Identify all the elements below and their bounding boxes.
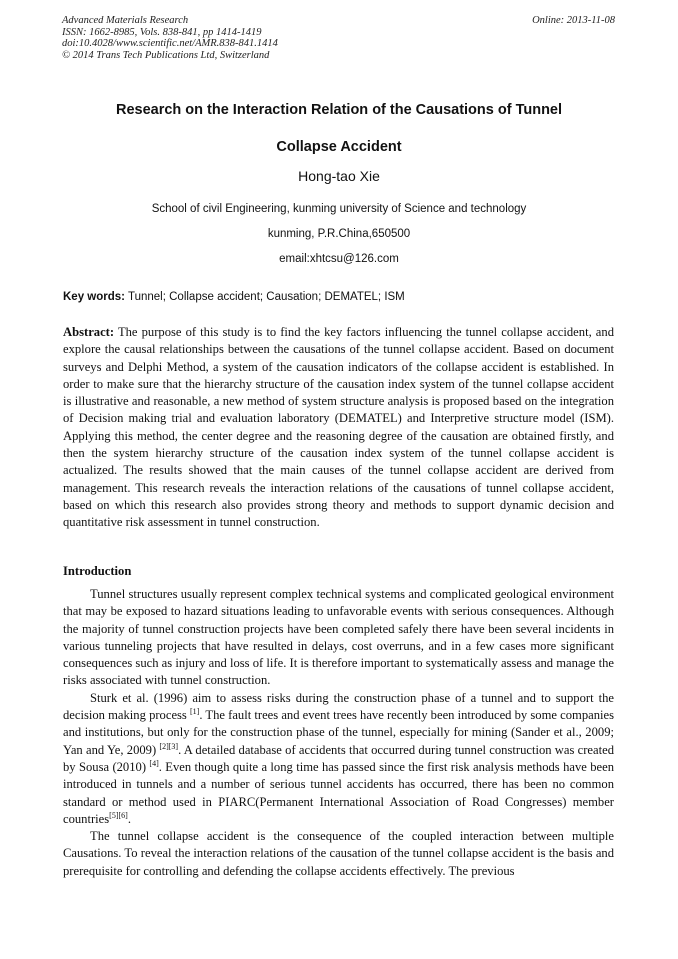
title-line-2: Collapse Accident [276,139,402,155]
citation-2: [2] [159,741,169,751]
affiliation-line-1: School of civil Engineering, kunming university of Science and technology [151,203,527,215]
abstract-label: Abstract: [63,325,115,339]
p2-text-3: . A detailed database of accidents that occurred during tunnel construction was created by Sousa (2010) [63,742,614,774]
affiliation-line-2: kunming, P.R.China,650500 [267,228,411,240]
keywords-label: Key words: [63,291,125,303]
introduction-heading: Introduction [63,564,132,578]
journal-header [62,15,278,61]
keywords [63,291,405,303]
intro-paragraph-2 [63,690,614,828]
abstract [63,324,614,532]
keywords-text: Tunnel; Collapse accident; Causation; DEMATEL; ISM [128,291,405,303]
citation-4: [4] [149,758,159,768]
abstract-text: The purpose of this study is to find the key factors influencing the tunnel collapse accident, and explore the causal relationships between the causations of the tunnel collapse accident. Based on document surveys and Delphi Method, a system of the causation indicators of the collapse accident is established. In order to make sure that the hierarchy structure of the causation index system of the tunnel collapse accident is illustrative and reasonable, a new method of system structure analysis is proposed based on the integration of Decision making trial and evaluation laboratory (DEMATEL) and Interpretive structure model (ISM). Applying this method, the center degree and the reasoning degree of the causation are obtained firstly, and then the system hierarchy structure of the causation index system of the tunnel collapse accident is actualized. The results showed that the main causes of the tunnel collapse accident are derived from management. This research reveals the interaction relations of the causations of tunnel collapse accident, based on which this research also provides strong theory and methods to support dynamic decision and quantitative risk assessment in tunnel construction. [63,325,614,530]
p2-text-5: . [127,811,131,826]
journal-name: Advanced Materials Research [62,15,189,26]
p2-text-1: Sturk et al. (1996) aim to assess risks during the construction phase of a tunnel and to support the decision making process [63,690,614,723]
intro-paragraph-1: Tunnel structures usually represent complex technical systems and complicated geological environment that may be exposed to hazard situations leading to unfavorable events with serious consequences. Although the majority of tunnel construction projects have been completed safely there have been several incidents in various tunneling projects that have resulted in delays, cost overruns, and in a few cases more significant consequences such as injury and loss of life. It is therefore important to systematically assess and manage the risks associated with tunnel construction. [63,587,614,688]
journal-issn: ISSN: 1662-8985, Vols. 838-841, pp 1414-1419 [62,26,262,38]
citation-5-6: [5][6] [109,810,128,820]
introduction-body [63,586,614,880]
citation-3: [3] [168,741,179,751]
affiliation-email: email:xhtcsu@126.com [279,253,399,265]
journal-copyright: © 2014 Trans Tech Publications Ltd, Switzerland [62,49,270,61]
p2-text-4: . Even though quite a long time has passed since the first risk analysis methods have been introduced in tunnels and a number of serious tunnel accidents has occurred, there has been no common standard or method used in PIARC(Permanent International Association of Road Congresses) member countries [63,759,614,826]
paper-title [40,92,638,166]
author-name: Hong-tao Xie [298,168,380,184]
intro-paragraph-3: The tunnel collapse accident is the consequence of the coupled interaction between multiple Causations. To reveal the interaction relations of the causation of the tunnel collapse accident is the basis and prerequisite for controlling and defending the collapse accidents effectively. The previous [63,829,614,878]
online-date: Online: 2013-11-08 [532,15,615,26]
journal-doi: doi:10.4028/www.scientific.net/AMR.838-841.1414 [62,38,278,49]
title-line-1: Research on the Interaction Relation of the Causations of Tunnel [115,102,563,118]
p2-text-2: . The fault trees and event trees have recently been introduced by some companies and institutions, but only for the construction phase of the tunnel, especially for mining (Sander et al., 2009; Yan and Ye, 2009) [63,708,614,757]
citation-1: [1] [190,706,200,716]
